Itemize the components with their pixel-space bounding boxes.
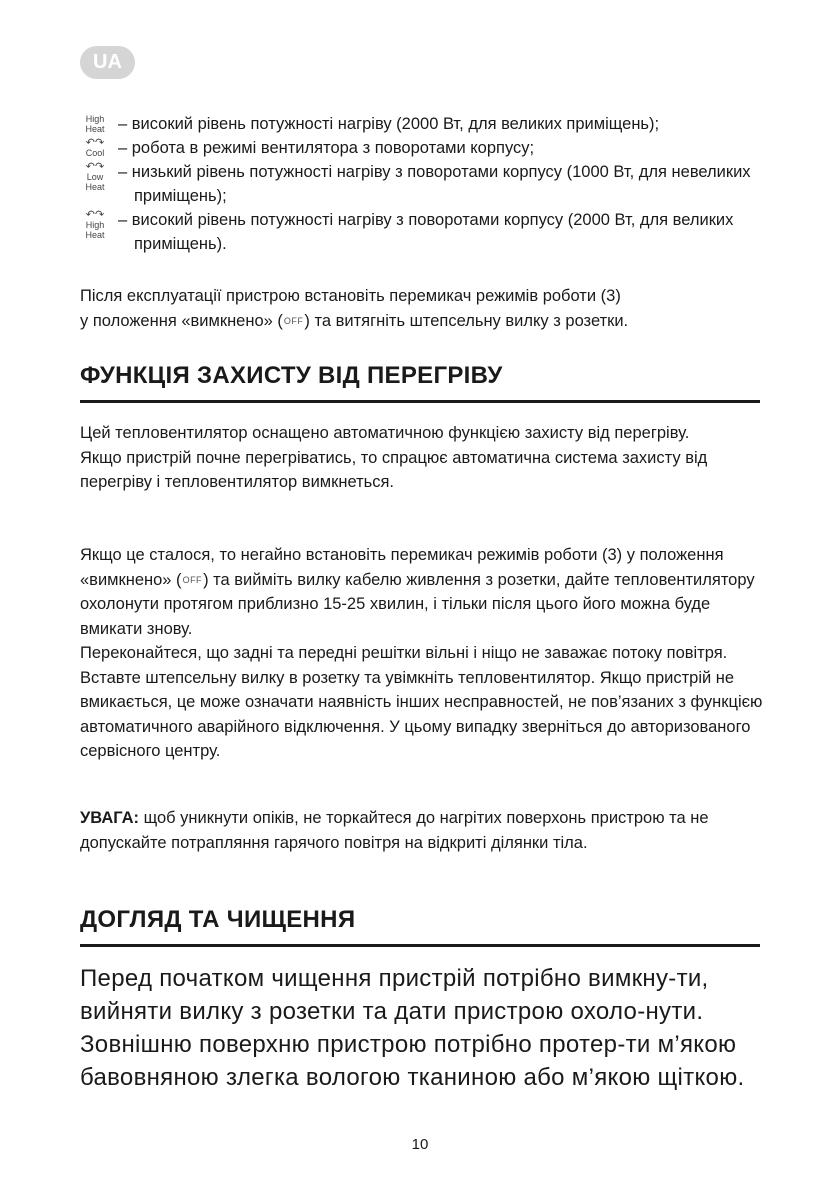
page-number: 10: [411, 1136, 429, 1153]
language-badge: UA: [80, 46, 135, 79]
mode-item: [80, 136, 780, 160]
overheat-paragraph-1: Цей тепловентилятор оснащено автоматичною функцією захисту від перегріву. Якщо пристрій почне перегріватись, то спрацює автоматична система захисту від перегріву і тепловентилятор вимкнеться.: [80, 424, 708, 491]
mode-description: – робота в режимі вентилятора з поворотами корпусу;: [118, 139, 535, 157]
mode-description: – високий рівень потужності нагріву з поворотами корпусу (2000 Вт, для великих приміщень).: [118, 211, 734, 253]
off-icon: OFF: [283, 315, 304, 326]
high-heat-rotate-icon: ↶↷ High Heat: [80, 210, 110, 240]
off-icon: OFF: [182, 574, 203, 585]
rotation-icon: ↶↷: [85, 137, 105, 149]
cool-rotate-icon: ↶↷ Cool: [80, 138, 110, 158]
mode-list: [80, 112, 780, 256]
high-heat-icon: High Heat: [85, 114, 105, 134]
low-heat-rotate-icon: ↶↷ Low Heat: [80, 162, 110, 192]
care-paragraph: Перед початком чищення пристрій потрібно вимкну-ти, вийняти вилку з розетки та дати пристрою охоло-нути. Зовнішню поверхню пристрою потрібно протер-ти м’якою бавовняною злегка вологою тканиною або м’якою щіткою.: [80, 965, 745, 1091]
warning-paragraph: УВАГА: щоб уникнути опіків, не торкайтеся до нагрітих поверхонь пристрою та не допускайте потрапляння гарячого повітря на відкриті ділянки тіла.: [80, 809, 709, 852]
after-use-paragraph: Після експлуатації пристрою встановіть перемикач режимів роботи (3) у положення «вимкнено» (OFF) та витягніть штепсельну вилку з розетки.: [80, 287, 629, 330]
mode-item: [80, 208, 780, 256]
warning-label: УВАГА:: [80, 809, 139, 827]
section-title-overheat: ФУНКЦІЯ ЗАХИСТУ ВІД ПЕРЕГРІВУ: [80, 362, 760, 403]
section-title-care: ДОГЛЯД ТА ЧИЩЕННЯ: [80, 906, 760, 947]
rotation-icon: ↶↷: [85, 161, 105, 173]
mode-description: – високий рівень потужності нагріву (2000 Вт, для великих приміщень);: [118, 115, 660, 133]
mode-description: – низький рівень потужності нагріву з поворотами корпусу (1000 Вт, для невеликих приміщень);: [118, 163, 751, 205]
rotation-icon: ↶↷: [85, 209, 105, 221]
overheat-paragraph-2: Якщо це сталося, то негайно встановіть перемикач режимів роботи (3) у положення «вимкнено» (OFF) та вийміть вилку кабелю живлення з розетки, дайте тепловентилятору охолонути протягом приблизно 15-25 хвилин, і тільки після цього його можна буде вмикати знову. Переконайтеся, що задні та передні решітки вільні і ніщо не заважає потоку повітря. Вставте штепсельну вилку в розетку та увімкніть тепловентилятор. Якщо пристрій не вмикається, це може означати наявність інших несправностей, не пов’язаних з функцією автоматичного аварійного відключення. У цьому випадку зверніться до авторизованого сервісного центру.: [80, 546, 763, 760]
mode-item: [80, 112, 780, 136]
mode-item: [80, 160, 780, 208]
